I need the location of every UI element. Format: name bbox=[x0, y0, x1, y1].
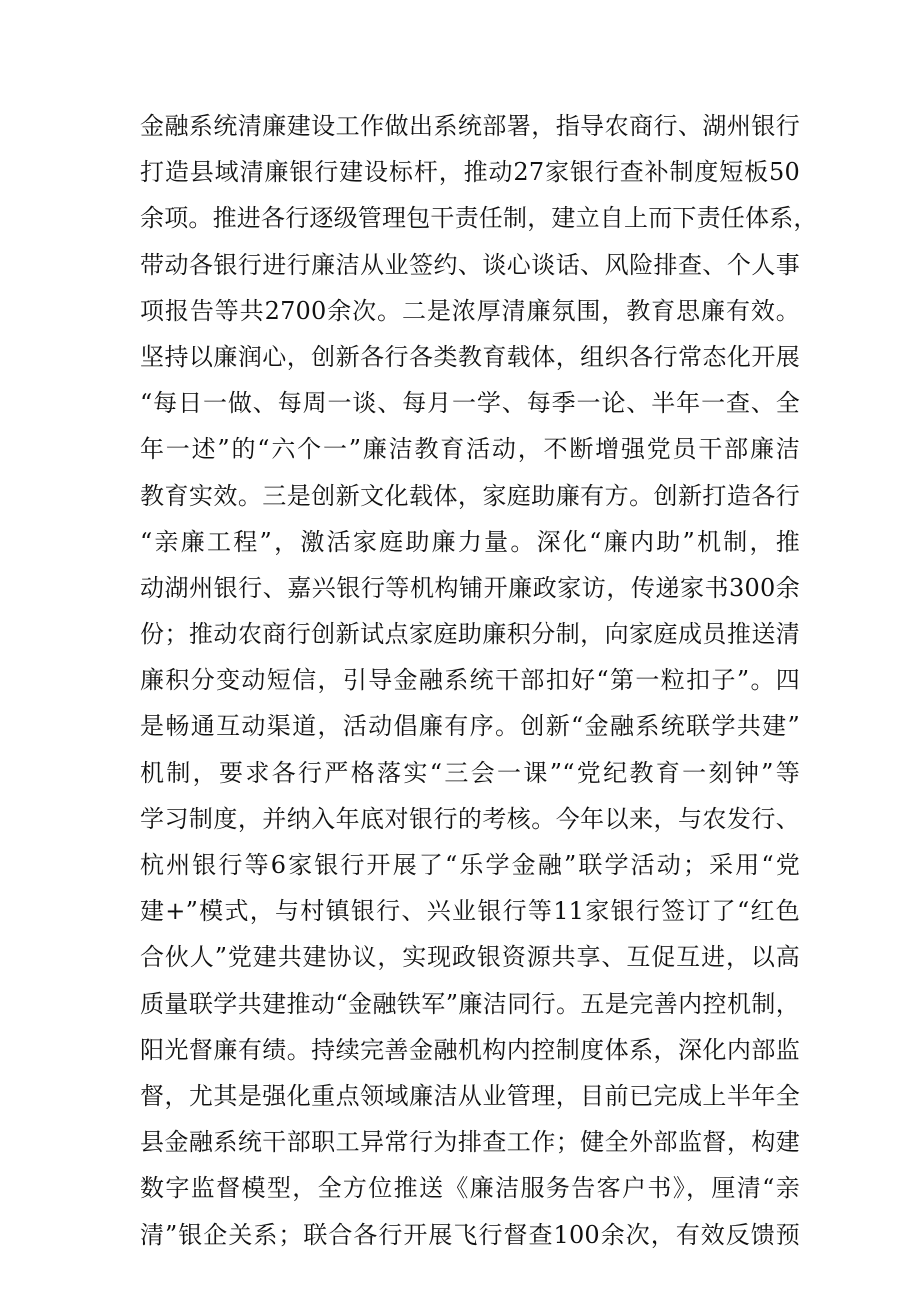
text-line: “每日一做、每周一谈、每月一学、每季一论、半年一查、全 bbox=[140, 389, 800, 418]
text-line: 余项。推进各行逐级管理包干责任制，建立自上而下责任体系， bbox=[140, 204, 818, 233]
text-line: 机制，要求各行严格落实“三会一课”“党纪教育一刻钟”等 bbox=[140, 758, 800, 787]
text-line: 项报告等共2700余次。二是浓厚清廉氛围，教育思廉有效。 bbox=[140, 296, 800, 325]
text-line: 杭州银行等6家银行开展了“乐学金融”联学活动；采用“党 bbox=[140, 851, 800, 879]
text-line: 动湖州银行、嘉兴银行等机构铺开廉政家访，传递家书300余 bbox=[140, 573, 800, 602]
text-line: “亲廉工程”，激活家庭助廉力量。深化“廉内助”机制，推 bbox=[140, 527, 800, 556]
text-line: 廉积分变动短信，引导金融系统干部扣好“第一粒扣子”。四 bbox=[140, 666, 800, 695]
text-line: 数字监督模型，全方位推送《廉洁服务告客户书》，厘清“亲 bbox=[140, 1174, 800, 1203]
text-line: 阳光督廉有绩。持续完善金融机构内控制度体系，深化内部监 bbox=[140, 1035, 800, 1064]
text-line: 质量联学共建推动“金融铁军”廉洁同行。五是完善内控机制， bbox=[140, 989, 800, 1018]
text-line: 带动各银行进行廉洁从业签约、谈心谈话、风险排查、个人事 bbox=[140, 250, 800, 279]
text-line: 合伙人”党建共建协议，实现政银资源共享、互促互进，以高 bbox=[140, 943, 800, 972]
text-line: 份；推动农商行创新试点家庭助廉积分制，向家庭成员推送清 bbox=[140, 620, 800, 649]
text-line: 建+”模式，与村镇银行、兴业银行等11家银行签订了“红色 bbox=[140, 897, 800, 926]
text-line: 县金融系统干部职工异常行为排查工作；健全外部监督，构建 bbox=[140, 1128, 800, 1157]
text-line: 打造县域清廉银行建设标杆，推动27家银行查补制度短板50 bbox=[140, 158, 800, 187]
text-line: 清”银企关系；联合各行开展飞行督查100余次，有效反馈预 bbox=[140, 1220, 800, 1249]
text-line: 督，尤其是强化重点领域廉洁从业管理，目前已完成上半年全 bbox=[140, 1081, 800, 1110]
body-paragraph bbox=[140, 103, 818, 1258]
text-line: 坚持以廉润心，创新各行各类教育载体，组织各行常态化开展 bbox=[140, 342, 800, 371]
text-line: 金融系统清廉建设工作做出系统部署，指导农商行、湖州银行 bbox=[140, 112, 800, 140]
text-line: 年一述”的“六个一”廉洁教育活动，不断增强党员干部廉洁 bbox=[140, 435, 800, 464]
text-line: 教育实效。三是创新文化载体，家庭助廉有方。创新打造各行 bbox=[140, 481, 800, 510]
text-line: 学习制度，并纳入年底对银行的考核。今年以来，与农发行、 bbox=[140, 804, 800, 833]
text-line: 是畅通互动渠道，活动倡廉有序。创新“金融系统联学共建” bbox=[140, 712, 800, 741]
